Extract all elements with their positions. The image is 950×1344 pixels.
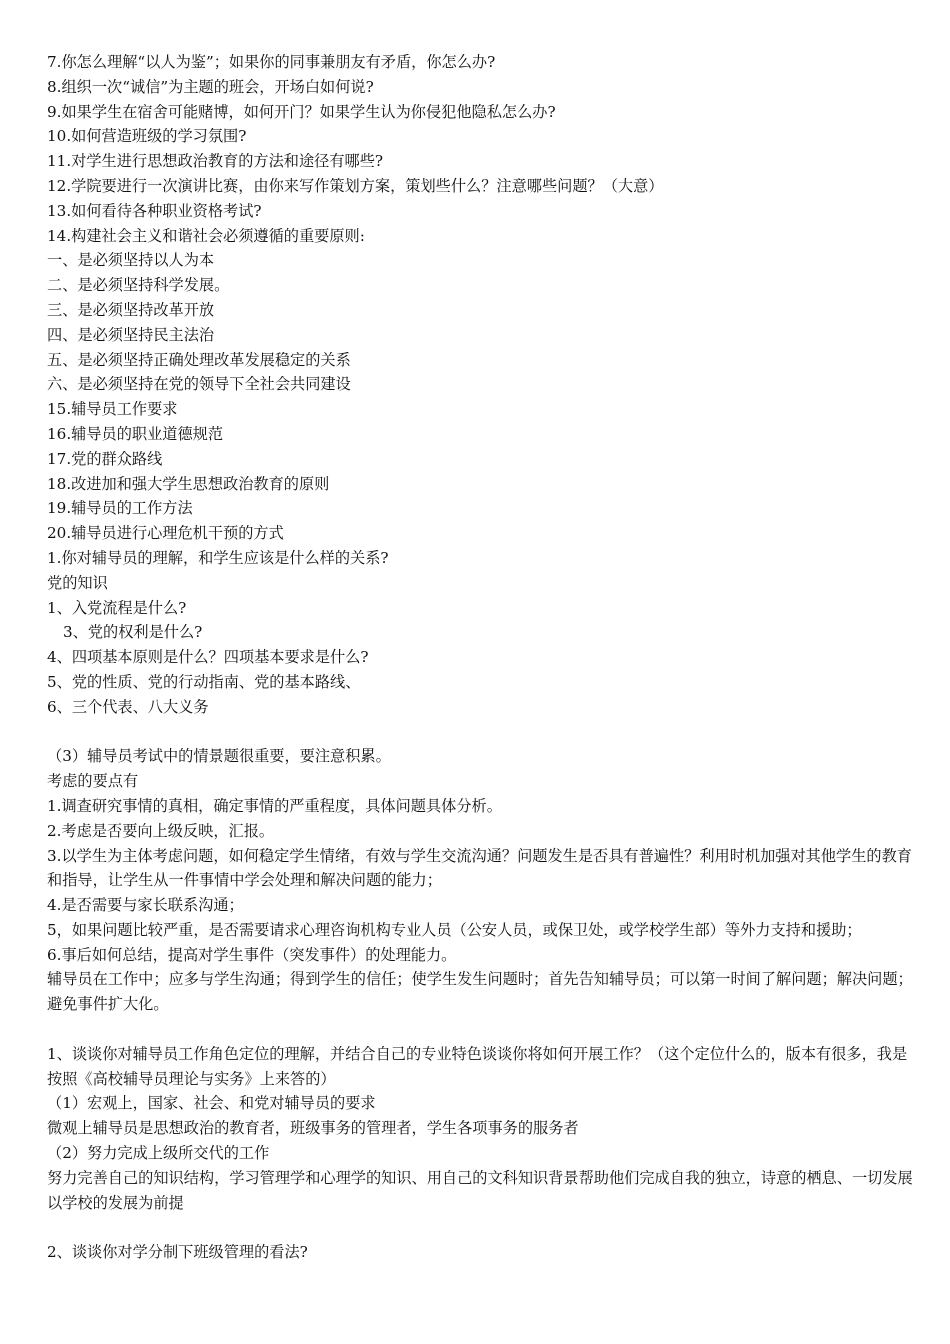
blank-line <box>47 720 917 745</box>
text-line: 2、谈谈你对学分制下班级管理的看法? <box>47 1243 308 1262</box>
text-line: 四、是必须坚持民主法治 <box>47 325 215 344</box>
text-line: 2.考虑是否要向上级反映，汇报。 <box>47 821 275 840</box>
text-line: 11.对学生进行思想政治教育的方法和途径有哪些? <box>47 152 384 171</box>
blank-line <box>47 1215 917 1240</box>
text-line: 3、党的权利是什么? <box>63 623 203 642</box>
text-line: 努力完善自己的知识结构，学习管理学和心理学的知识、用自己的文科知识背景帮助他们完成自我的独立，诗意的栖息、一切发展以学校的发展为前提 <box>47 1168 913 1212</box>
text-line: 13.如何看待各种职业资格考试? <box>47 201 262 220</box>
text-line: 8.组织一次“诚信”为主题的班会，开场白如何说? <box>47 77 374 96</box>
text-line: 党的知识 <box>47 573 108 592</box>
text-line: 16.辅导员的职业道德规范 <box>47 424 224 443</box>
text-line: 1.调查研究事情的真相，确定事情的严重程度，具体问题具体分析。 <box>47 796 502 815</box>
text-line: 1、入党流程是什么? <box>47 598 187 617</box>
text-line: 五、是必须坚持正确处理改革发展稳定的关系 <box>47 350 351 369</box>
text-line: 考虑的要点有 <box>47 772 139 791</box>
text-line: 20.辅导员进行心理危机干预的方式 <box>47 524 284 543</box>
text-line: 18.改进加和强大学生思想政治教育的原则 <box>47 474 330 493</box>
text-line: 4.是否需要与家长联系沟通； <box>47 896 244 915</box>
blank-line <box>47 1017 917 1042</box>
text-line: 辅导员在工作中；应多与学生沟通；得到学生的信任；使学生发生问题时；首先告知辅导员；可以第一时间了解问题；解决问题；避免事件扩大化。 <box>47 970 913 1014</box>
text-line: 3.以学生为主体考虑问题，如何稳定学生情绪，有效与学生交流沟通？问题发生是否具有普遍性？利用时机加强对其他学生的教育和指导，让学生从一件事情中学会处理和解决问题的能力； <box>47 846 912 890</box>
text-line: 三、是必须坚持改革开放 <box>47 300 215 319</box>
text-line: 9.如果学生在宿舍可能赌博，如何开门？如果学生认为你侵犯他隐私怎么办? <box>47 102 556 121</box>
text-line: 6.事后如何总结，提高对学生事件（突发事件）的处理能力。 <box>47 945 457 964</box>
text-line: 4、四项基本原则是什么？四项基本要求是什么? <box>47 648 369 667</box>
text-line: 7.你怎么理解“以人为鉴”；如果你的同事兼朋友有矛盾，你怎么办? <box>47 53 496 71</box>
text-line: 19.辅导员的工作方法 <box>47 499 193 518</box>
text-line: 14.构建社会主义和谐社会必须遵循的重要原则: <box>47 226 365 245</box>
text-line: 12.学院要进行一次演讲比赛，由你来写作策划方案，策划些什么？注意哪些问题？（大意） <box>47 176 664 195</box>
text-line: 6、三个代表、八大义务 <box>47 697 209 716</box>
text-line: 1、谈谈你对辅导员工作角色定位的理解，并结合自己的专业特色谈谈你将如何开展工作？（这个定位什么的，版本有很多，我是按照《高校辅导员理论与实务》上来答的） <box>47 1044 908 1088</box>
text-line: 一、是必须坚持以人为本 <box>47 251 215 270</box>
text-line: 15.辅导员工作要求 <box>47 400 178 419</box>
document-body <box>47 50 917 1265</box>
text-line: 微观上辅导员是思想政治的教育者，班级事务的管理者，学生各项事务的服务者 <box>47 1119 579 1138</box>
text-line: 17.党的群众路线 <box>47 449 163 468</box>
text-line: 六、是必须坚持在党的领导下全社会共同建设 <box>47 375 351 394</box>
text-line: 5，如果问题比较严重，是否需要请求心理咨询机构专业人员（公安人员，或保卫处，或学校学生部）等外力支持和援助； <box>47 920 862 939</box>
text-line: 10.如何营造班级的学习氛围? <box>47 127 247 146</box>
text-line: （1）宏观上，国家、社会、和党对辅导员的要求 <box>47 1094 376 1113</box>
text-line: （3）辅导员考试中的情景题很重要，要注意积累。 <box>47 747 391 766</box>
text-line: 1.你对辅导员的理解，和学生应该是什么样的关系? <box>47 548 389 567</box>
text-line: （2）努力完成上级所交代的工作 <box>47 1144 270 1163</box>
text-line: 5、党的性质、党的行动指南、党的基本路线、 <box>47 672 361 691</box>
text-line: 二、是必须坚持科学发展。 <box>47 276 230 295</box>
